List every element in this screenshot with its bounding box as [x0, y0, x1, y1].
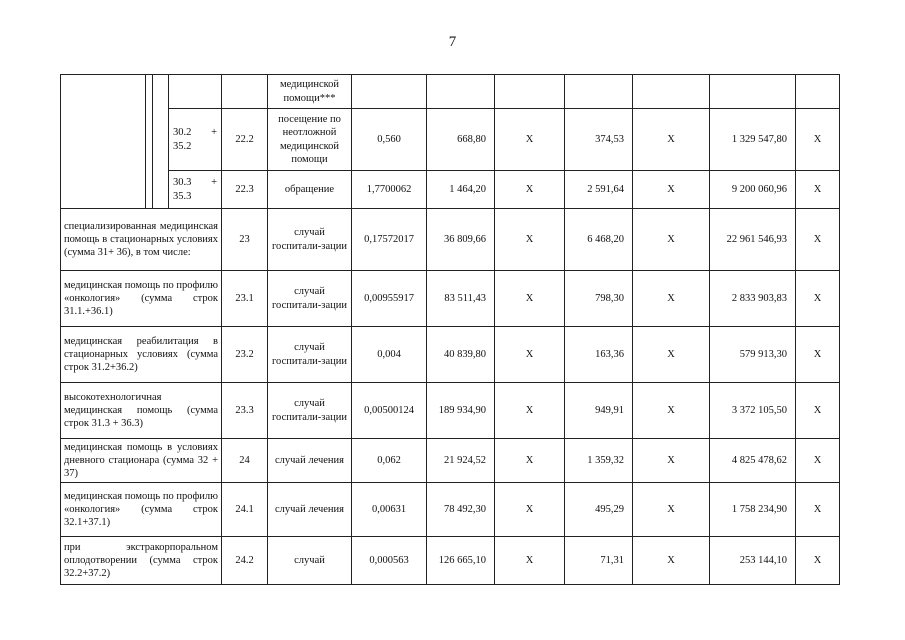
value-cell: X — [633, 439, 710, 483]
row-label: медицинская реабилитация в стационарных условиях (сумма строк 31.2+36.2) — [61, 327, 222, 383]
value-cell — [352, 75, 427, 109]
value-cell: X — [633, 109, 710, 171]
financing-table — [60, 74, 840, 585]
narrow-cell — [146, 75, 153, 209]
row-number: 24 — [222, 439, 268, 483]
narrow-cell — [153, 75, 169, 209]
value-cell: 1 329 547,80 — [710, 109, 796, 171]
value-cell: 3 372 105,50 — [710, 383, 796, 439]
value-cell: 0,560 — [352, 109, 427, 171]
value-cell: X — [796, 439, 840, 483]
value-cell: 36 809,66 — [427, 209, 495, 271]
value-cell: 21 924,52 — [427, 439, 495, 483]
row-number: 23.1 — [222, 271, 268, 327]
value-cell: 189 934,90 — [427, 383, 495, 439]
value-cell — [495, 75, 565, 109]
value-cell: X — [796, 209, 840, 271]
value-cell: 126 665,10 — [427, 537, 495, 585]
value-cell: X — [495, 383, 565, 439]
row-number: 23 — [222, 209, 268, 271]
value-cell: 9 200 060,96 — [710, 171, 796, 209]
table-row — [61, 383, 840, 439]
value-cell: 4 825 478,62 — [710, 439, 796, 483]
value-cell: X — [495, 209, 565, 271]
value-cell: X — [796, 483, 840, 537]
unit-cell: случай лечения — [268, 439, 352, 483]
value-cell: 668,80 — [427, 109, 495, 171]
unit-cell: посещение по неотложной медицинской помощи — [268, 109, 352, 171]
value-cell: 579 913,30 — [710, 327, 796, 383]
value-cell: 0,004 — [352, 327, 427, 383]
row-number: 23.3 — [222, 383, 268, 439]
value-cell: X — [633, 271, 710, 327]
row-label: медицинская помощь в условиях дневного стационара (сумма 32 + 37) — [61, 439, 222, 483]
value-cell — [565, 75, 633, 109]
value-cell: X — [796, 537, 840, 585]
row-number — [222, 75, 268, 109]
value-cell: X — [796, 171, 840, 209]
unit-cell: случай госпитали-зации — [268, 209, 352, 271]
unit-cell: обращение — [268, 171, 352, 209]
value-cell: X — [495, 483, 565, 537]
value-cell: 495,29 — [565, 483, 633, 537]
value-cell: 0,000563 — [352, 537, 427, 585]
table-row — [61, 537, 840, 585]
value-cell: 798,30 — [565, 271, 633, 327]
row-number: 22.2 — [222, 109, 268, 171]
value-cell: 1 359,32 — [565, 439, 633, 483]
row-label: специализированная медицинская помощь в стационарных условиях (сумма 31+ 36), в том числе: — [61, 209, 222, 271]
table-row — [61, 75, 840, 109]
value-cell: 78 492,30 — [427, 483, 495, 537]
value-cell: X — [796, 271, 840, 327]
table-row — [61, 271, 840, 327]
value-cell: X — [796, 109, 840, 171]
value-cell: 0,062 — [352, 439, 427, 483]
value-cell: 2 833 903,83 — [710, 271, 796, 327]
value-cell: 0,00631 — [352, 483, 427, 537]
value-cell: 40 839,80 — [427, 327, 495, 383]
value-cell: X — [796, 327, 840, 383]
value-cell: X — [796, 383, 840, 439]
value-cell: 949,91 — [565, 383, 633, 439]
value-cell: X — [633, 483, 710, 537]
value-cell: X — [495, 327, 565, 383]
value-cell: 83 511,43 — [427, 271, 495, 327]
value-cell — [633, 75, 710, 109]
row-label: медицинская помощь по профилю «онкология» (сумма строк 31.1.+36.1) — [61, 271, 222, 327]
value-cell: 1 464,20 — [427, 171, 495, 209]
value-cell: X — [495, 271, 565, 327]
unit-cell: медицинской помощи*** — [268, 75, 352, 109]
unit-cell: случай госпитали-зации — [268, 327, 352, 383]
value-cell — [710, 75, 796, 109]
value-cell: X — [633, 327, 710, 383]
value-cell: X — [495, 171, 565, 209]
unit-cell: случай — [268, 537, 352, 585]
row-number: 23.2 — [222, 327, 268, 383]
merged-label-cell — [61, 75, 146, 209]
value-cell: X — [633, 209, 710, 271]
value-cell: 6 468,20 — [565, 209, 633, 271]
value-cell: 253 144,10 — [710, 537, 796, 585]
row-code: 30.3 + 35.3 — [169, 171, 222, 209]
table-row — [61, 109, 840, 171]
value-cell: 0,00955917 — [352, 271, 427, 327]
unit-cell: случай госпитали-зации — [268, 383, 352, 439]
table-row — [61, 327, 840, 383]
table-row — [61, 209, 840, 271]
row-number: 24.1 — [222, 483, 268, 537]
page-number: 7 — [448, 34, 457, 50]
row-number: 24.2 — [222, 537, 268, 585]
value-cell — [796, 75, 840, 109]
unit-cell: случай лечения — [268, 483, 352, 537]
table-row — [61, 483, 840, 537]
table-row — [61, 171, 840, 209]
value-cell: X — [633, 171, 710, 209]
row-label: медицинская помощь по профилю «онкология» (сумма строк 32.1+37.1) — [61, 483, 222, 537]
value-cell: 163,36 — [565, 327, 633, 383]
value-cell: X — [633, 537, 710, 585]
row-code: 30.2 + 35.2 — [169, 109, 222, 171]
value-cell: 0,00500124 — [352, 383, 427, 439]
value-cell: 71,31 — [565, 537, 633, 585]
row-number: 22.3 — [222, 171, 268, 209]
value-cell: 1,7700062 — [352, 171, 427, 209]
value-cell: X — [495, 439, 565, 483]
value-cell: X — [495, 537, 565, 585]
value-cell: 2 591,64 — [565, 171, 633, 209]
unit-cell: случай госпитали-зации — [268, 271, 352, 327]
value-cell: 374,53 — [565, 109, 633, 171]
value-cell: 22 961 546,93 — [710, 209, 796, 271]
row-code — [169, 75, 222, 109]
value-cell: X — [495, 109, 565, 171]
value-cell — [427, 75, 495, 109]
table-row — [61, 439, 840, 483]
row-label: при экстракорпоральном оплодотворении (сумма строк 32.2+37.2) — [61, 537, 222, 585]
value-cell: X — [633, 383, 710, 439]
value-cell: 1 758 234,90 — [710, 483, 796, 537]
row-label: высокотехнологичная медицинская помощь (сумма строк 31.3 + 36.3) — [61, 383, 222, 439]
value-cell: 0,17572017 — [352, 209, 427, 271]
